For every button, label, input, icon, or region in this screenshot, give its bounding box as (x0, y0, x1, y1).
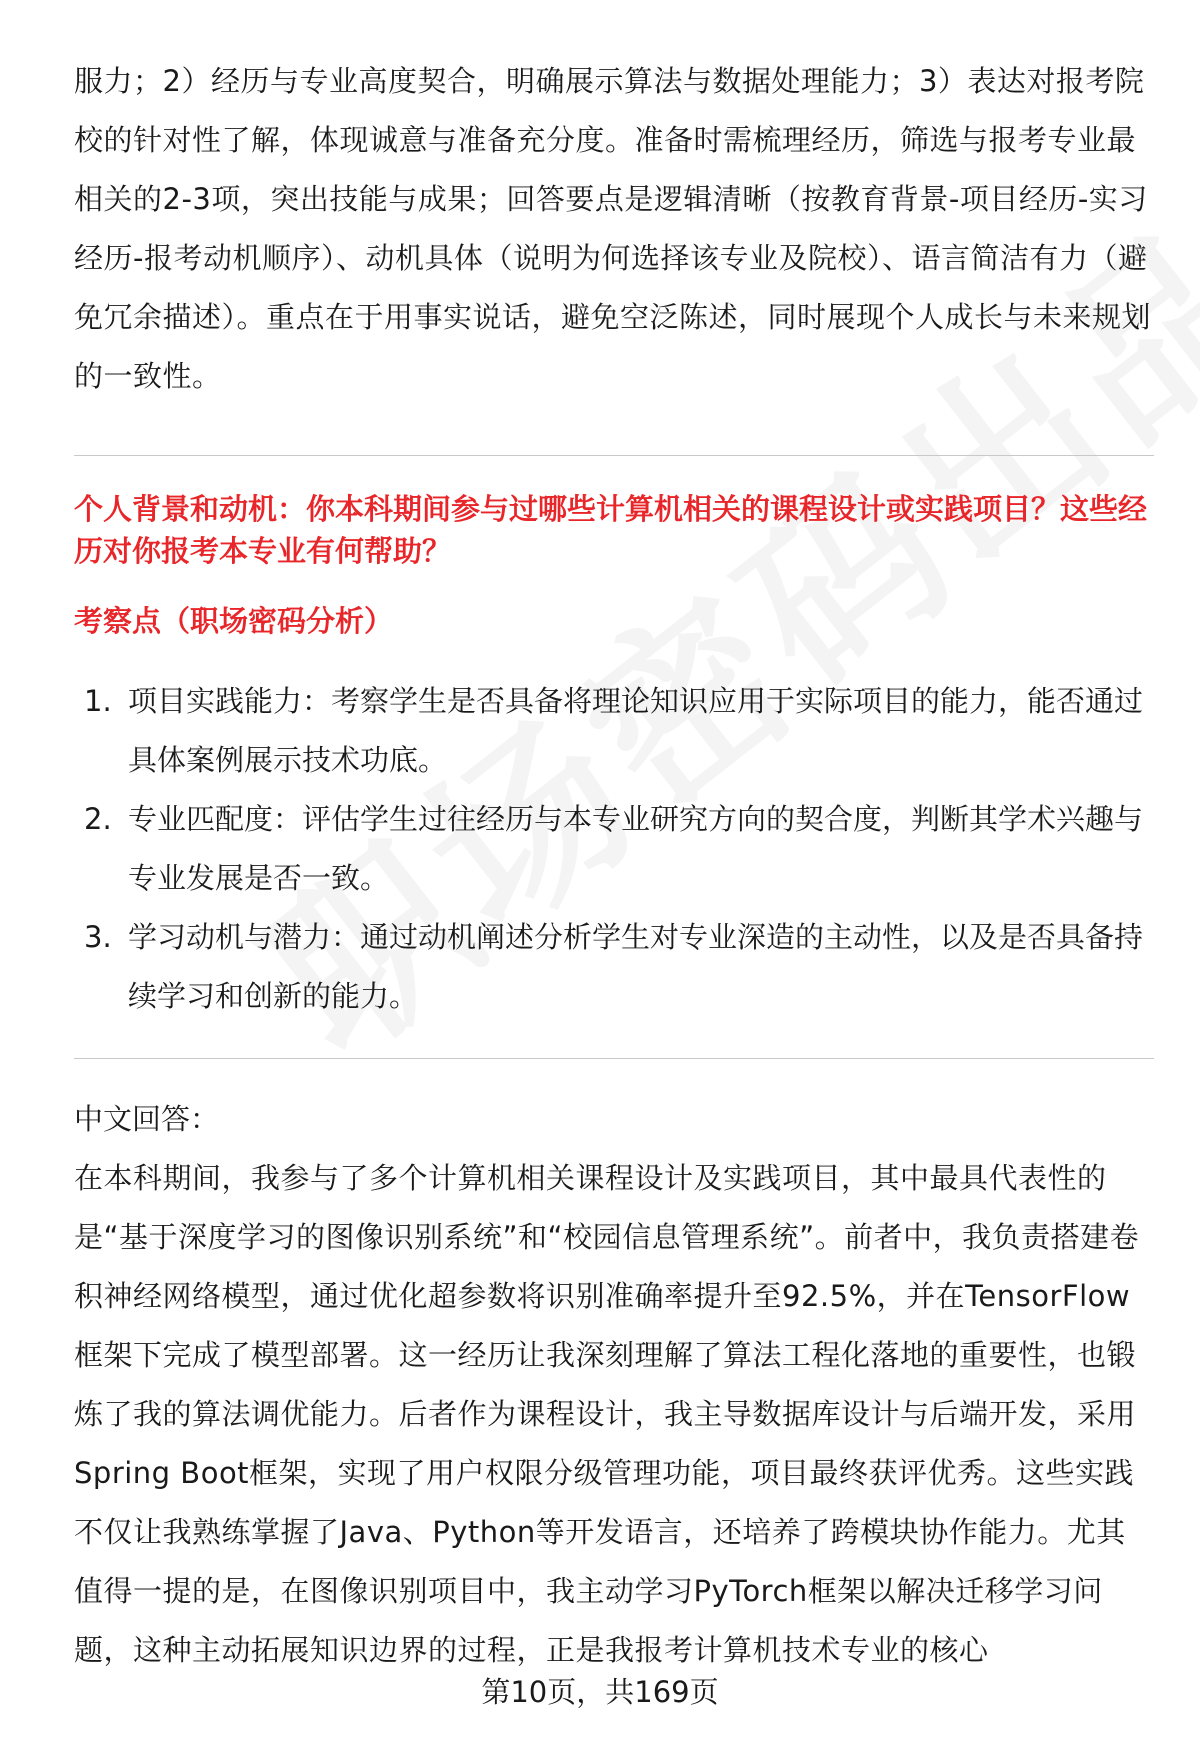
list-item-text: 学习动机与潜力：通过动机阐述分析学生对专业深造的主动性，以及是否具备持续学习和创新的能力。 (128, 920, 1144, 1013)
assessment-points-list (74, 672, 1154, 1026)
intro-paragraph: 服力；2）经历与专业高度契合，明确展示算法与数据处理能力；3）表达对报考院校的针对性了解，体现诚意与准备充分度。准备时需梳理经历，筛选与报考专业最相关的2-3项，突出技能与成果；回答要点是逻辑清晰（按教育背景-项目经历-实习经历-报考动机顺序）、动机具体（说明为何选择该专业及院校）、语言简洁有力（避免冗余描述）。重点在于用事实说话，避免空泛陈述，同时展现个人成长与未来规划的一致性。 (74, 64, 1152, 393)
list-item-text: 专业匹配度：评估学生过往经历与本专业研究方向的契合度，判断其学术兴趣与专业发展是否一致。 (128, 802, 1144, 895)
list-number: 2. (84, 802, 112, 836)
list-item (74, 790, 1154, 908)
page-number: 第10页，共169页 (481, 1675, 719, 1709)
list-item (74, 672, 1154, 790)
divider (74, 1058, 1154, 1059)
list-item (74, 908, 1154, 1026)
answer-paragraph: 在本科期间，我参与了多个计算机相关课程设计及实践项目，其中最具代表性的是“基于深度学习的图像识别系统”和“校园信息管理系统”。前者中，我负责搭建卷积神经网络模型，通过优化超参数将识别准确率提升至92.5%，并在TensorFlow框架下完成了模型部署。这一经历让我深刻理解了算法工程化落地的重要性，也锻炼了我的算法调优能力。后者作为课程设计，我主导数据库设计与后端开发，采用Spring Boot框架，实现了用户权限分级管理功能，项目最终获评优秀。这些实践不仅让我熟练掌握了Java、Python等开发语言，还培养了跨模块协作能力。尤其值得一提的是，在图像识别项目中，我主动学习PyTorch框架以解决迁移学习问题，这种主动拓展知识边界的过程，正是我报考计算机技术专业的核心 (74, 1161, 1140, 1667)
question-title: 个人背景和动机：你本科期间参与过哪些计算机相关的课程设计或实践项目？这些经历对你报考本专业有何帮助？ (74, 492, 1148, 568)
answer-label: 中文回答： (74, 1102, 220, 1136)
list-number: 1. (84, 684, 112, 718)
question-subtitle: 考察点（职场密码分析） (74, 604, 394, 638)
list-item-text: 项目实践能力：考察学生是否具备将理论知识应用于实际项目的能力，能否通过具体案例展示技术功底。 (128, 684, 1144, 777)
divider (74, 455, 1154, 456)
list-number: 3. (84, 920, 112, 954)
